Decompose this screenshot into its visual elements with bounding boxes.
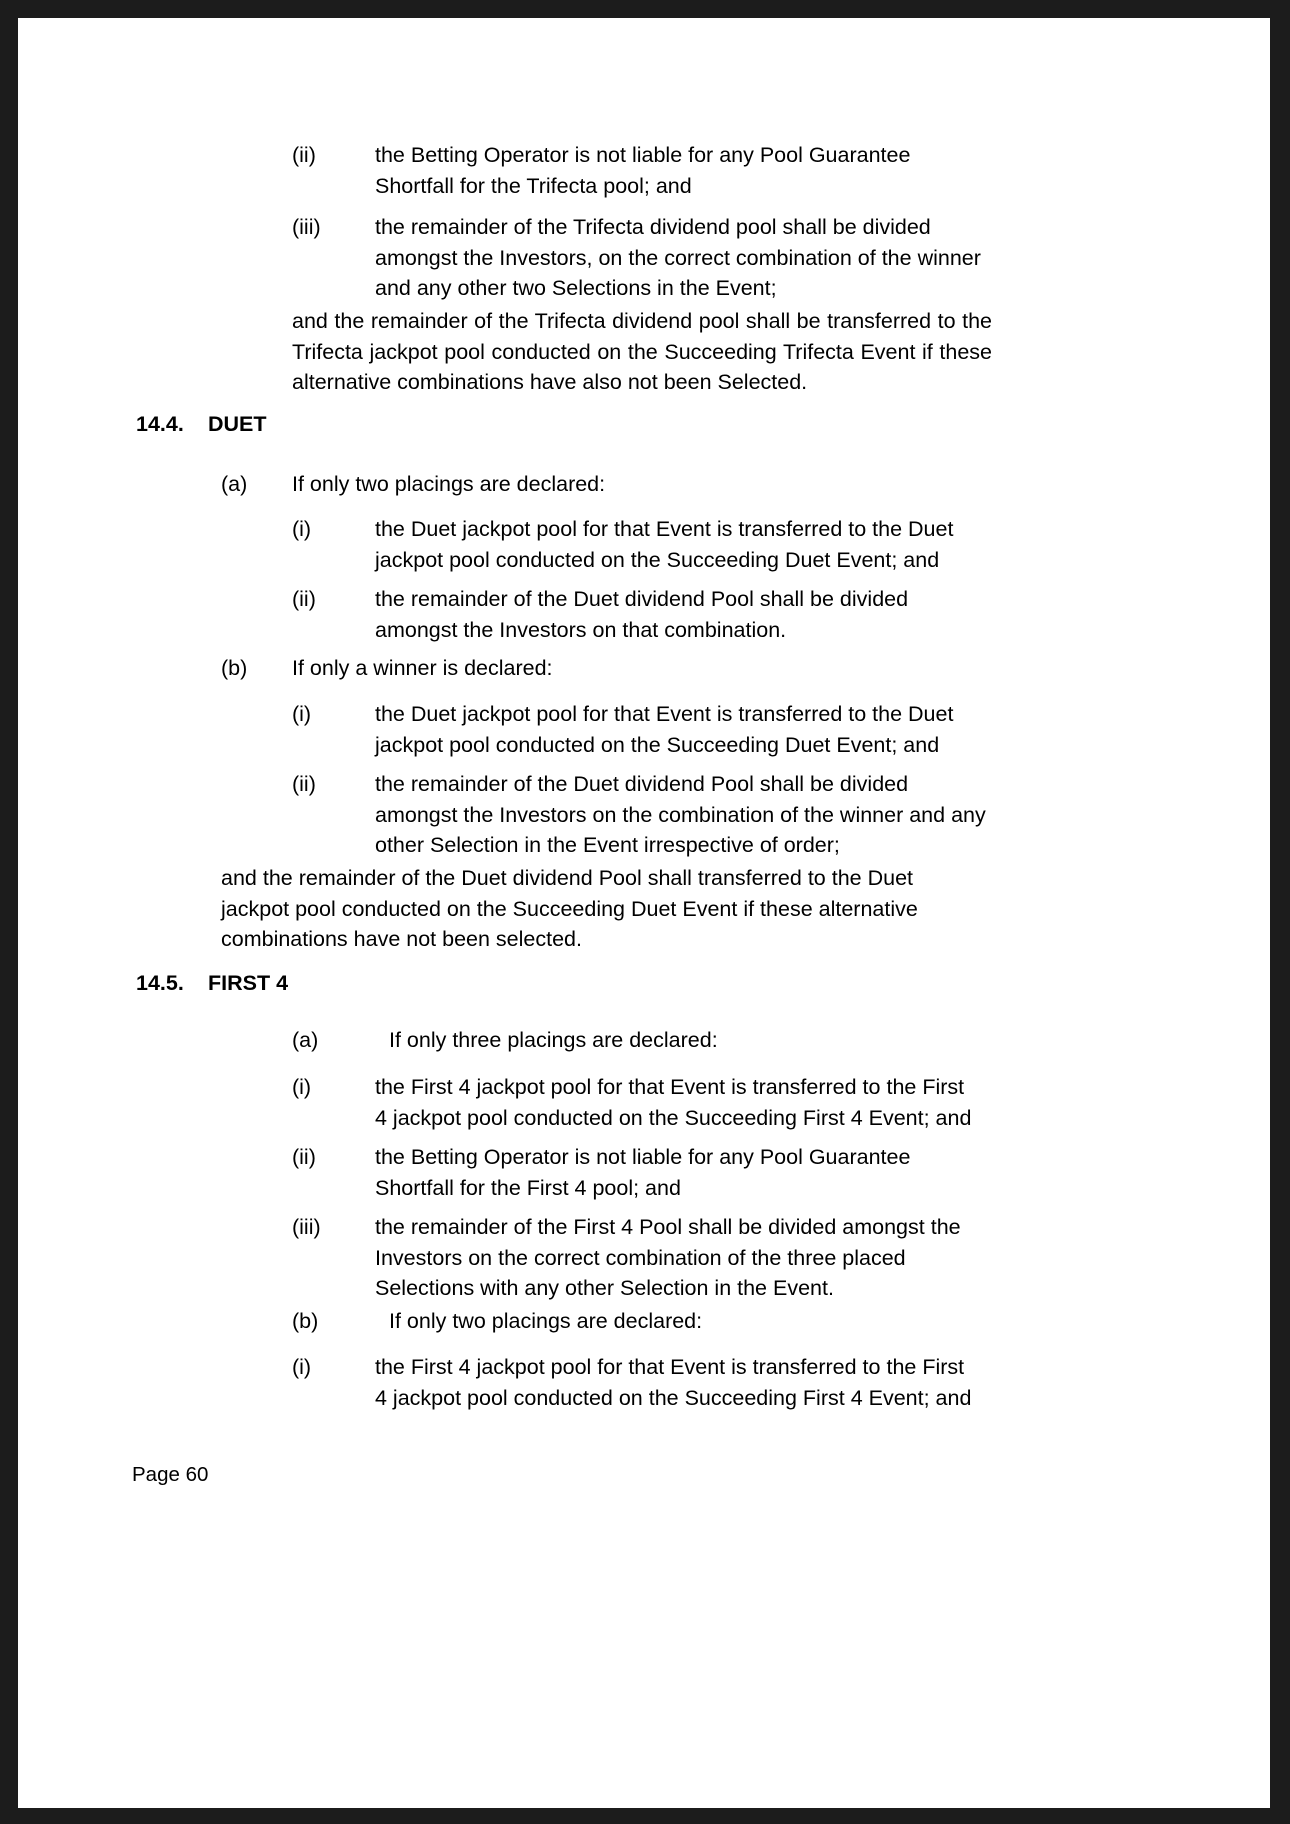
clause-duet-b-ii: [292, 769, 995, 861]
clause-text: the First 4 jackpot pool for that Event is transferred to the First 4 jackpot pool conducted on the Succeeding First 4 Event; and: [375, 1355, 972, 1410]
clause-trifecta-iii: [292, 212, 992, 304]
clause-text: If only two placings are declared:: [292, 472, 606, 496]
clause-marker: (b): [221, 656, 248, 680]
clause-trifecta-closing: [292, 306, 992, 398]
clause-marker: (ii): [292, 1145, 316, 1169]
clause-marker: (i): [292, 1075, 312, 1099]
clause-text: If only a winner is declared:: [292, 656, 553, 680]
clause-marker: (ii): [292, 587, 316, 611]
clause-text: the remainder of the Duet dividend Pool shall be divided amongst the Investors on the combination of the winner and any other Selection in the Event irrespective of order;: [375, 772, 986, 857]
clause-first4-a-iii: [292, 1212, 995, 1304]
clause-text: and the remainder of the Duet dividend Pool shall transferred to the Duet jackpot pool conducted on the Succeeding Duet Event if these alternative combinations have not been selected.: [221, 866, 918, 951]
clause-marker: (a): [292, 1028, 319, 1052]
section-number: 14.5.: [136, 971, 184, 995]
clause-first4-a-ii: [292, 1142, 982, 1203]
clause-text: If only three placings are declared:: [389, 1028, 718, 1052]
clause-duet-a-i: [292, 514, 995, 575]
clause-text: the Betting Operator is not liable for any Pool Guarantee Shortfall for the First 4 pool; and: [375, 1145, 911, 1200]
clause-text: the Duet jackpot pool for that Event is transferred to the Duet jackpot pool conducted on the Succeeding Duet Event; and: [375, 702, 954, 757]
clause-first4-a: [292, 1025, 995, 1056]
section-title: DUET: [208, 412, 267, 436]
section-heading-duet: [136, 409, 636, 440]
section-heading-first4: [136, 968, 636, 999]
clause-text: the Duet jackpot pool for that Event is transferred to the Duet jackpot pool conducted on the Succeeding Duet Event; and: [375, 517, 954, 572]
clause-marker: (iii): [292, 215, 321, 239]
document-page: [18, 18, 1270, 1808]
clause-text: the remainder of the Trifecta dividend pool shall be divided amongst the Investors, on the correct combination of the winner and any other two Selections in the Event;: [375, 215, 981, 300]
clause-text: the remainder of the First 4 Pool shall be divided amongst the Investors on the correct combination of the three placed Selections with any other Selection in the Event.: [375, 1215, 961, 1300]
clause-marker: (ii): [292, 772, 316, 796]
clause-marker: (i): [292, 517, 312, 541]
clause-marker: (i): [292, 702, 312, 726]
clause-marker: (a): [221, 472, 248, 496]
clause-text: the Betting Operator is not liable for any Pool Guarantee Shortfall for the Trifecta pool; and: [375, 143, 911, 198]
section-title: FIRST 4: [208, 971, 289, 995]
clause-duet-closing: [221, 863, 966, 955]
clause-first4-b-i: [292, 1352, 982, 1413]
clause-first4-a-i: [292, 1072, 982, 1133]
clause-first4-b: [292, 1306, 995, 1337]
clause-duet-a-ii: [292, 584, 995, 645]
clause-text: the First 4 jackpot pool for that Event is transferred to the First 4 jackpot pool conducted on the Succeeding First 4 Event; and: [375, 1075, 972, 1130]
clause-marker: (ii): [292, 143, 316, 167]
clause-marker: (iii): [292, 1215, 321, 1239]
clause-trifecta-ii: [292, 140, 992, 201]
clause-text: If only two placings are declared:: [389, 1309, 703, 1333]
clause-marker: (b): [292, 1309, 319, 1333]
page-number-footer: Page 60: [132, 1463, 209, 1486]
clause-duet-b-i: [292, 699, 995, 760]
clause-text: and the remainder of the Trifecta dividend pool shall be transferred to the Trifecta jackpot pool conducted on the Succeeding Trifecta Event if these alternative combinations have also not been Selected.: [292, 309, 992, 394]
section-number: 14.4.: [136, 412, 184, 436]
clause-duet-b: [221, 653, 981, 684]
clause-text: the remainder of the Duet dividend Pool shall be divided amongst the Investors on that combination.: [375, 587, 909, 642]
clause-marker: (i): [292, 1355, 312, 1379]
page-content: [18, 18, 1270, 1808]
clause-duet-a: [221, 469, 981, 500]
